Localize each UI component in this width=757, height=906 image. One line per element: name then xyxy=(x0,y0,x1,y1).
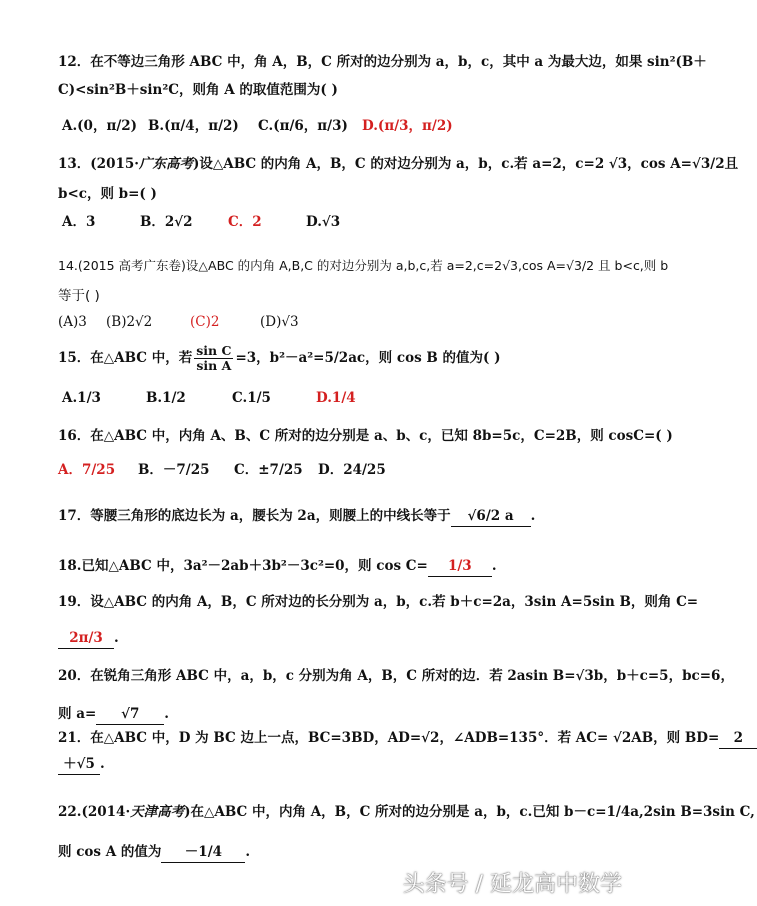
q12-option-b: B.(π/4，π/2) xyxy=(148,118,239,134)
q15-fraction-den: sin A xyxy=(196,358,232,373)
q17-answer: √6/2 a xyxy=(451,506,531,527)
q15-middle: =3，b²－a²= xyxy=(235,350,325,366)
q22-prefix2: 则 cos A 的值为 xyxy=(58,844,162,860)
q15-option-b: B.1/2 xyxy=(146,390,186,406)
q20-end: . xyxy=(164,706,169,722)
q21-line2 xyxy=(58,754,105,775)
q22-prefix: 22.(2014· xyxy=(58,804,131,820)
q13-line2: b<c，则 b=( ) xyxy=(58,186,157,202)
q22-answer: －1/4 xyxy=(161,842,245,863)
q22-line2 xyxy=(58,842,250,863)
q22-end: . xyxy=(245,844,251,860)
q17-line xyxy=(58,506,535,527)
q20-line2 xyxy=(58,704,169,725)
q13-option-a: A．3 xyxy=(62,214,96,230)
q20-prefix: 则 a= xyxy=(58,706,97,722)
q16-option-d: D．24/25 xyxy=(318,462,386,478)
q12-option-d: D.(π/3，π/2) xyxy=(362,118,453,134)
q18-end: . xyxy=(491,558,497,574)
q19-end: . xyxy=(114,630,119,646)
q12-option-a: A.(0，π/2) xyxy=(62,118,138,134)
q13-suffix: 且 xyxy=(724,156,739,172)
q18-answer: 1/3 xyxy=(428,556,492,577)
q13-option-b: B．2√2 xyxy=(140,214,193,230)
q22-source: 天津高考 xyxy=(130,804,185,820)
q17-text: 17．等腰三角形的底边长为 a，腰长为 2a，则腰上的中线长等于 xyxy=(58,508,451,524)
q13-text: )设△ABC 的内角 A，B，C 的对边分别为 a，b，c.若 a=2，c=2 √3，cos A= xyxy=(192,156,692,172)
q15-option-c: C.1/5 xyxy=(232,390,271,406)
q18-line xyxy=(58,556,497,577)
q19-answer: 2π/3 xyxy=(58,628,114,649)
q13-source: 广东高考 xyxy=(138,156,193,172)
q16-option-b: B．－7/25 xyxy=(138,462,210,478)
q21-end: . xyxy=(100,756,105,772)
q13-prefix: 13．(2015· xyxy=(58,156,139,172)
q13-option-c: C．2 xyxy=(228,214,262,230)
q14-option-b: (B)2√2 xyxy=(106,314,153,330)
q15-option-d: D.1/4 xyxy=(316,390,356,406)
q12-line2: C)<sin²B＋sin²C，则角 A 的取值范围为( ) xyxy=(58,82,338,98)
q19-line2 xyxy=(58,628,119,649)
q13-cos-value: √3/2 xyxy=(692,156,725,172)
q22-text: )在△ABC 中，内角 A，B，C 所对的边分别是 a，b，c.已知 b－c= xyxy=(184,804,607,820)
q21-line1 xyxy=(58,728,757,749)
q22-line1 xyxy=(58,802,755,822)
q14-line1: 14.(2015 高考广东卷)设△ABC 的内角 A,B,C 的对边分别为 a,b,c,若 a=2,c=2√3,cos A=√3/2 且 b<c,则 b xyxy=(58,258,669,273)
q16-line1: 16．在△ABC 中，内角 A、B、C 所对的边分别是 a、b、c，已知 8b=5c，C=2B，则 cosC=( ) xyxy=(58,428,673,444)
q20-answer: √7 xyxy=(96,704,164,725)
q22-quarter: 1/4 xyxy=(606,804,631,820)
q22-suffix: a,2sin B=3sin C, xyxy=(630,804,755,820)
q13-option-d: D.√3 xyxy=(306,214,341,230)
q15-five-halves: 5/2 xyxy=(324,350,349,366)
q12-option-c: C.(π/6，π/3) xyxy=(258,118,348,134)
q14-option-a: (A)3 xyxy=(58,314,87,330)
q15-suffix: ac，则 cos B 的值为( ) xyxy=(348,350,501,366)
q15-prefix: 15．在△ABC 中，若 xyxy=(58,350,193,366)
q14-option-c: (C)2 xyxy=(190,314,220,330)
q13-line1 xyxy=(58,154,738,174)
q15-sin-fraction xyxy=(194,344,233,373)
q14-line2: 等于( ) xyxy=(58,288,100,304)
q17-end: . xyxy=(530,508,536,524)
q15-fraction-num: sin C xyxy=(196,343,232,358)
q21-text: 21．在△ABC 中，D 为 BC 边上一点，BC=3BD，AD=√2，∠ADB=135°．若 AC= √2AB，则 BD= xyxy=(58,730,720,746)
q21-answer-part2: ＋√5 xyxy=(58,754,100,775)
q16-option-a: A．7/25 xyxy=(58,462,116,478)
q15-line1 xyxy=(58,344,500,373)
q20-line1: 20．在锐角三角形 ABC 中，a，b，c 分别为角 A，B，C 所对的边．若 2asin B=√3b，b＋c=5，bc=6， xyxy=(58,668,734,684)
q12-line1: 12．在不等边三角形 ABC 中，角 A，B，C 所对的边分别为 a，b，c，其中 a 为最大边，如果 sin²(B＋ xyxy=(58,54,707,70)
q18-text: 18.已知△ABC 中，3a²－2ab＋3b²－3c²=0，则 cos C= xyxy=(58,558,428,574)
q16-option-c: C．±7/25 xyxy=(234,462,303,478)
q15-option-a: A.1/3 xyxy=(62,390,101,406)
q14-option-d: (D)√3 xyxy=(260,314,299,330)
q21-answer-part1: 2 xyxy=(719,728,757,749)
watermark-text: 头条号 / 延龙高中数学 xyxy=(402,872,622,897)
q19-line1: 19．设△ABC 的内角 A，B，C 所对边的长分别为 a，b，c.若 b＋c=2a，3sin A=5sin B，则角 C= xyxy=(58,594,699,610)
